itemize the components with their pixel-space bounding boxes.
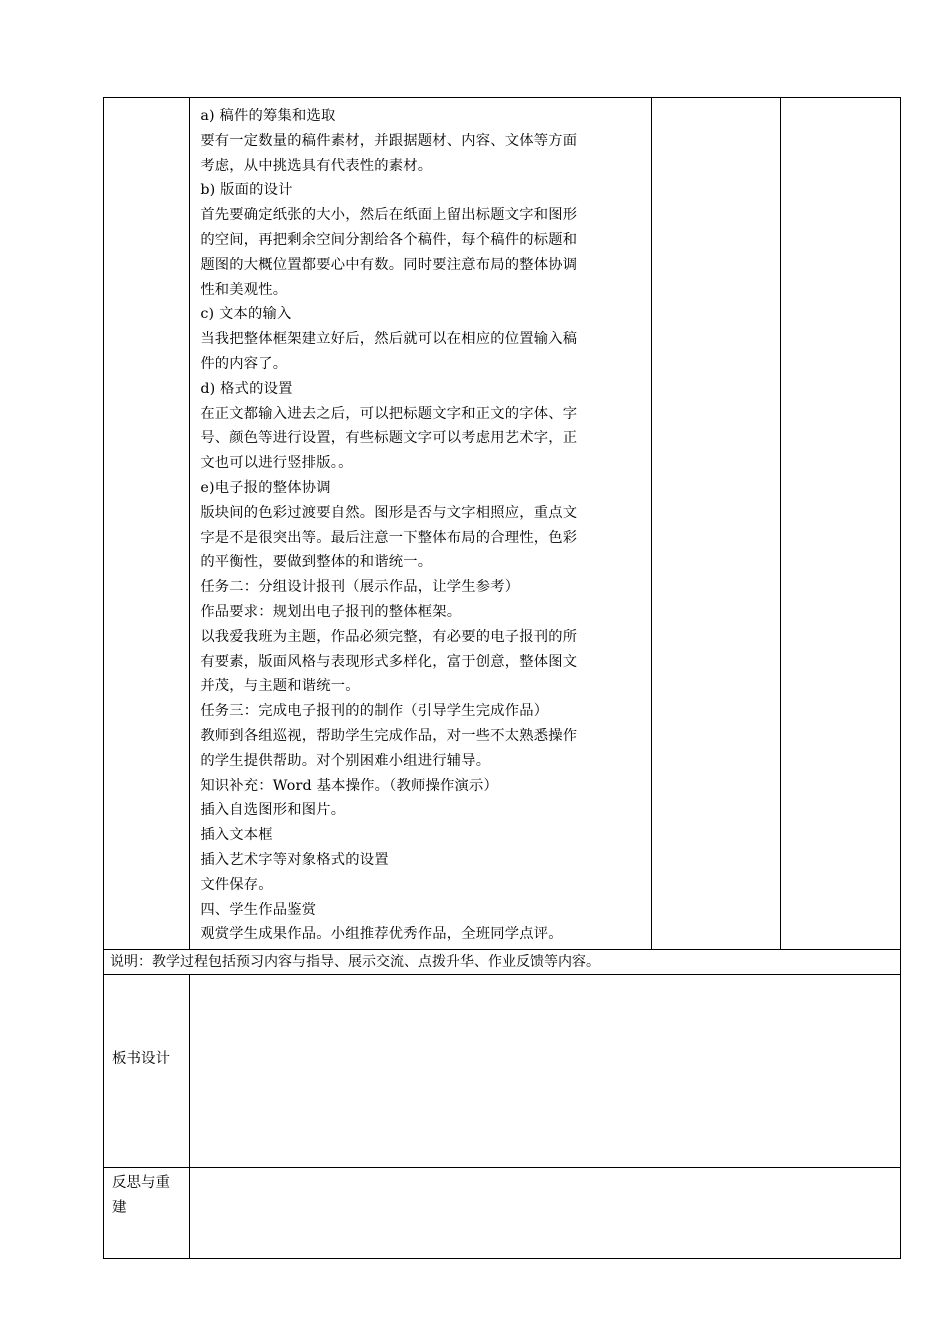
content-line: 文件保存。 xyxy=(200,876,273,893)
content-line: 插入艺术字等对象格式的设置 xyxy=(200,851,389,868)
content-line: 作品要求：规划出电子报刊的整体框架。 xyxy=(200,603,462,620)
content-line: 件的内容了。 xyxy=(200,355,288,372)
board-design-area xyxy=(190,975,901,1168)
content-line: 题图的大概位置都要心中有数。同时要注意布局的整体协调 xyxy=(200,256,578,273)
reflection-label-line: 反思与重 xyxy=(112,1175,170,1192)
lesson-plan-table xyxy=(103,97,901,1259)
teaching-content-cell xyxy=(190,98,652,950)
content-line: 要有一定数量的稿件素材，并跟据题材、内容、文体等方面 xyxy=(200,132,578,149)
content-line: 性和美观性。 xyxy=(200,281,288,298)
content-line: 首先要确定纸张的大小，然后在纸面上留出标题文字和图形 xyxy=(200,207,578,224)
reflection-label xyxy=(104,1168,189,1221)
content-line: b) 版面的设计 xyxy=(200,182,293,199)
content-line: 并茂，与主题和谐统一。 xyxy=(200,678,360,695)
board-design-row xyxy=(104,975,901,1168)
process-row xyxy=(104,98,901,950)
empty-column-cell xyxy=(652,98,780,950)
content-line: 的平衡性，要做到整体的和谐统一。 xyxy=(200,554,433,571)
note-cell xyxy=(104,950,901,975)
content-line: 有要素，版面风格与表现形式多样化，富于创意，整体图文 xyxy=(200,653,578,670)
content-line: e)电子报的整体协调 xyxy=(200,479,331,496)
reflection-area xyxy=(190,1168,901,1259)
content-line: 字是不是很突出等。最后注意一下整体布局的合理性，色彩 xyxy=(200,529,578,546)
empty-column-cell xyxy=(780,98,900,950)
board-label-cell xyxy=(104,975,190,1168)
content-line: 插入文本框 xyxy=(200,827,273,844)
teaching-content xyxy=(190,98,651,949)
content-line: 在正文都输入进去之后，可以把标题文字和正文的字体、字 xyxy=(200,405,578,422)
note-text: 说明：教学过程包括预习内容与指导、展示交流、点拨升华、作业反馈等内容。 xyxy=(110,954,600,971)
board-design-label: 板书设计 xyxy=(112,1051,170,1068)
reflection-row xyxy=(104,1168,901,1259)
content-line: 任务三：完成电子报刊的的制作（引导学生完成作品） xyxy=(200,703,549,720)
content-line: 知识补充：Word 基本操作。（教师操作演示） xyxy=(200,777,498,794)
note-row xyxy=(104,950,901,975)
content-line: 考虑，从中挑选具有代表性的素材。 xyxy=(200,157,433,174)
content-line: 文也可以进行竖排版。。 xyxy=(200,455,353,472)
content-line: 号、颜色等进行设置，有些标题文字可以考虑用艺术字，正 xyxy=(200,430,578,447)
reflection-label-cell xyxy=(104,1168,190,1259)
content-line: 教师到各组巡视，帮助学生完成作品，对一些不太熟悉操作 xyxy=(200,727,578,744)
content-line: 四、学生作品鉴赏 xyxy=(200,901,317,918)
content-line: 的学生提供帮助。对个别困难小组进行辅导。 xyxy=(200,752,491,769)
content-line: 任务二：分组设计报刊（展示作品，让学生参考） xyxy=(200,579,520,596)
content-line: c) 文本的输入 xyxy=(200,306,292,323)
content-line: 当我把整体框架建立好后，然后就可以在相应的位置输入稿 xyxy=(200,331,578,348)
content-line: 的空间，再把剩余空间分割给各个稿件，每个稿件的标题和 xyxy=(200,231,578,248)
content-line: 以我爱我班为主题，作品必须完整，有必要的电子报刊的所 xyxy=(200,628,578,645)
content-line: d) 格式的设置 xyxy=(200,380,293,397)
reflection-label-line: 建 xyxy=(112,1200,127,1217)
content-line: 版块间的色彩过渡要自然。图形是否与文字相照应，重点文 xyxy=(200,504,578,521)
empty-label-cell xyxy=(104,98,190,950)
content-line: 观赏学生成果作品。小组推荐优秀作品，全班同学点评。 xyxy=(200,926,563,943)
content-line: a) 稿件的筹集和选取 xyxy=(200,108,336,124)
content-line: 插入自选图形和图片。 xyxy=(200,802,346,819)
